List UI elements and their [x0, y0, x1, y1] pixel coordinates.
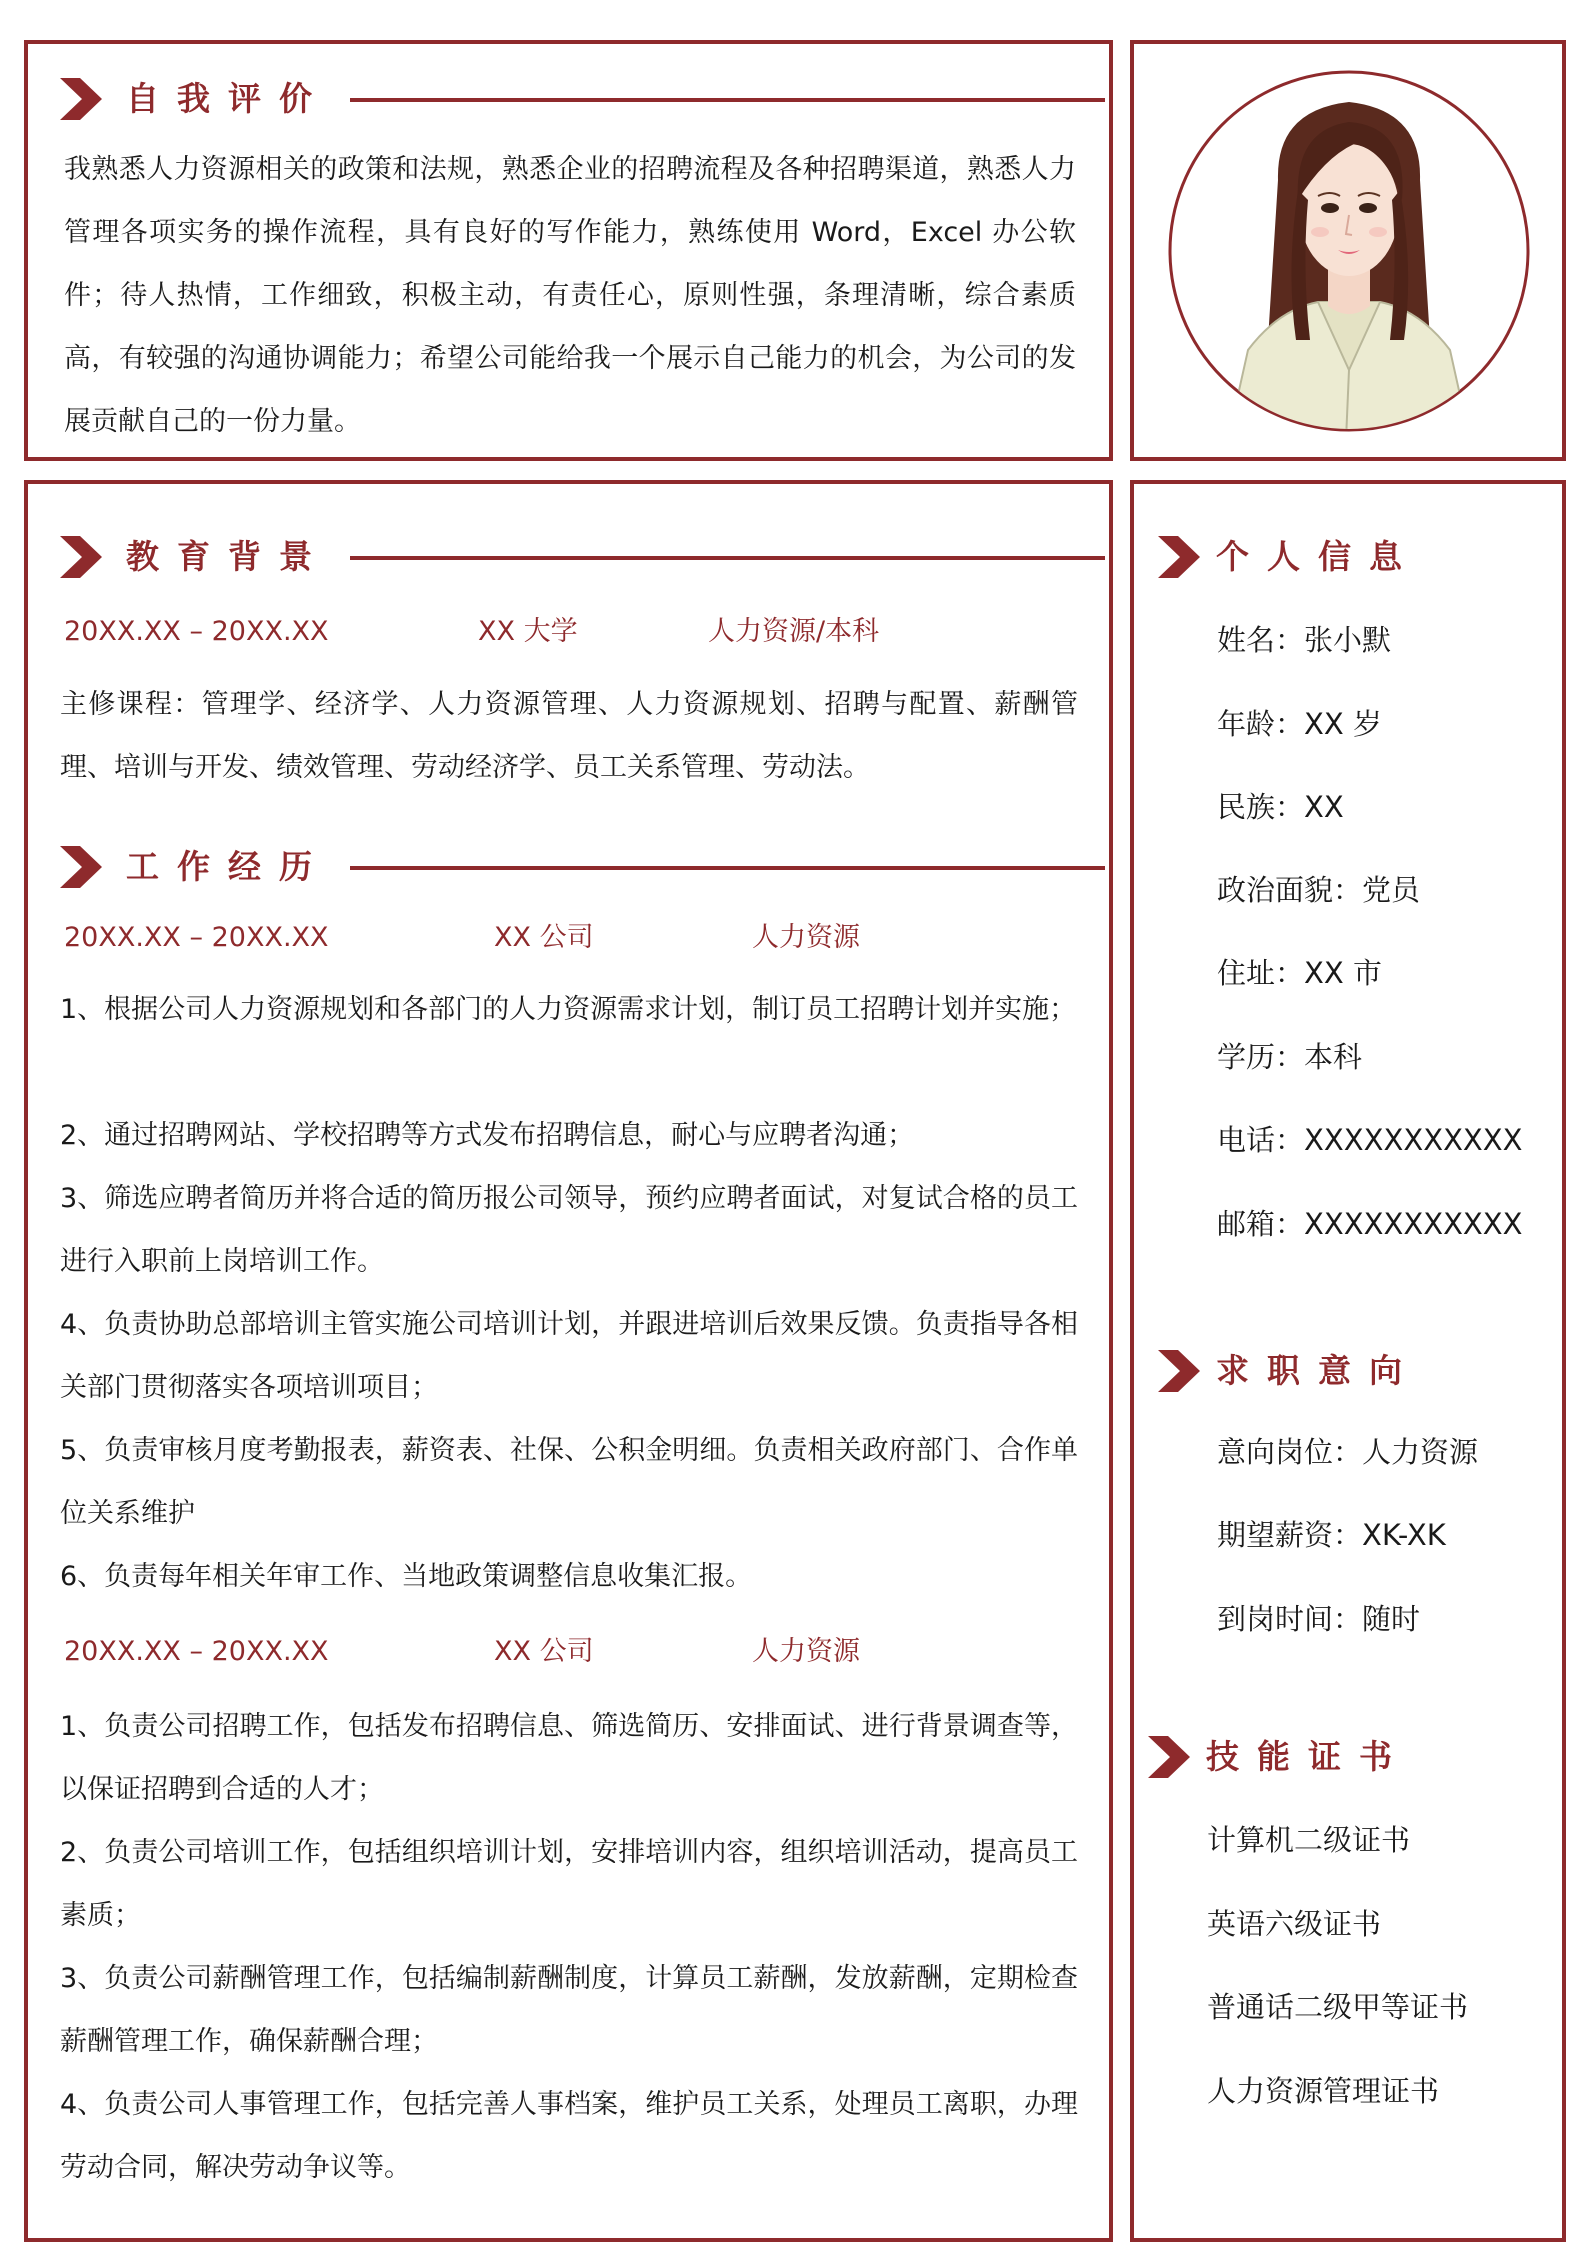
job-duty: 5、负责审核月度考勤报表，薪资表、社保、公积金明细。负责相关政府部门、合作单位关系维护 — [60, 1435, 1078, 1529]
job-duty: 3、负责公司薪酬管理工作，包括编制薪酬制度，计算员工薪酬，发放薪酬，定期检查薪酬管理工作，确保薪酬合理； — [60, 1963, 1078, 2057]
section-divider — [350, 98, 1105, 102]
job-company: XX 公司 — [494, 922, 594, 953]
section-title: 教育背景 — [126, 537, 330, 576]
education-school: XX 大学 — [478, 616, 578, 647]
skill-certificate: 人力资源管理证书 — [1207, 2074, 1440, 2108]
job-intent-header — [1158, 1346, 1538, 1396]
job-period: 20XX.XX – 20XX.XX — [64, 922, 329, 953]
chevron-right-icon — [60, 536, 102, 578]
section-divider — [350, 866, 1105, 870]
personal-info-item: 政治面貌：党员 — [1217, 873, 1421, 907]
job-company: XX 公司 — [494, 1636, 594, 1667]
personal-info-item: 电话：XXXXXXXXXXX — [1217, 1123, 1523, 1157]
section-title: 自我评价 — [126, 79, 330, 118]
job-intent-item: 到岗时间：随时 — [1217, 1602, 1421, 1636]
job-duty: 4、负责协助总部培训主管实施公司培训计划，并跟进培训后效果反馈。负责指导各相关部门贯彻落实各项培训项目； — [60, 1309, 1078, 1403]
avatar — [1168, 70, 1530, 432]
section-title: 求职意向 — [1216, 1351, 1420, 1390]
chevron-right-icon — [1158, 536, 1200, 578]
job-position: 人力资源 — [752, 922, 860, 953]
job-duty: 4、负责公司人事管理工作，包括完善人事档案，维护员工关系，处理员工离职，办理劳动合同，解决劳动争议等。 — [60, 2089, 1078, 2183]
education-courses: 主修课程：管理学、经济学、人力资源管理、人力资源规划、招聘与配置、薪酬管理、培训与开发、绩效管理、劳动经济学、员工关系管理、劳动法。 — [60, 689, 1078, 783]
education-header — [60, 532, 1100, 582]
job-intent-item: 意向岗位：人力资源 — [1217, 1435, 1479, 1469]
self-evaluation-panel — [24, 40, 1113, 461]
job-position: 人力资源 — [752, 1636, 860, 1667]
personal-info-item: 姓名：张小默 — [1217, 623, 1392, 657]
section-title: 技能证书 — [1206, 1737, 1410, 1776]
photo-panel — [1130, 40, 1566, 461]
skill-certificate: 英语六级证书 — [1207, 1907, 1382, 1941]
personal-info-header — [1158, 532, 1538, 582]
personal-info-item: 年龄：XX 岁 — [1217, 707, 1382, 741]
chevron-right-icon — [1158, 1350, 1200, 1392]
education-period: 20XX.XX – 20XX.XX — [64, 616, 329, 647]
chevron-right-icon — [60, 846, 102, 888]
section-title: 个人信息 — [1216, 537, 1420, 576]
chevron-right-icon — [60, 78, 102, 120]
job-duty: 2、负责公司培训工作，包括组织培训计划，安排培训内容，组织培训活动，提高员工素质； — [60, 1837, 1078, 1931]
chevron-right-icon — [1148, 1736, 1190, 1778]
job-duty: 2、通过招聘网站、学校招聘等方式发布招聘信息，耐心与应聘者沟通； — [60, 1120, 915, 1151]
personal-info-item: 学历：本科 — [1217, 1040, 1363, 1074]
self-evaluation-header — [60, 74, 1100, 124]
job-intent-item: 期望薪资：XK-XK — [1217, 1518, 1446, 1552]
job-period: 20XX.XX – 20XX.XX — [64, 1636, 329, 1667]
main-content-panel — [24, 480, 1113, 2242]
work-header — [60, 842, 1100, 892]
personal-info-item: 住址：XX 市 — [1217, 956, 1382, 990]
job-duty: 1、负责公司招聘工作，包括发布招聘信息、筛选简历、安排面试、进行背景调查等，以保证招聘到合适的人才； — [60, 1711, 1078, 1805]
section-divider — [350, 556, 1105, 560]
self-evaluation-text: 我熟悉人力资源相关的政策和法规，熟悉企业的招聘流程及各种招聘渠道，熟悉人力管理各项实务的操作流程，具有良好的写作能力，熟练使用 Word，Excel 办公软件；待人热情，工作细致，积极主动，有责任心，原则性强，条理清晰，综合素质高，有较强的沟通协调能力；希望公司能给我一个展示自己能力的机会，为公司的发展贡献自己的一份力量。 — [64, 154, 1076, 437]
skill-certificate: 计算机二级证书 — [1207, 1823, 1411, 1857]
side-info-panel — [1130, 480, 1566, 2242]
job-duty: 3、筛选应聘者简历并将合适的简历报公司领导，预约应聘者面试，对复试合格的员工进行入职前上岗培训工作。 — [60, 1183, 1078, 1277]
personal-info-item: 邮箱：XXXXXXXXXXX — [1217, 1207, 1523, 1241]
education-major: 人力资源/本科 — [708, 616, 880, 647]
job-duty: 6、负责每年相关年审工作、当地政策调整信息收集汇报。 — [60, 1561, 753, 1592]
section-title: 工作经历 — [126, 847, 330, 886]
job-duty: 1、根据公司人力资源规划和各部门的人力资源需求计划，制订员工招聘计划并实施； — [60, 994, 1077, 1025]
personal-info-item: 民族：XX — [1217, 790, 1344, 824]
skills-header — [1148, 1732, 1538, 1782]
skill-certificate: 普通话二级甲等证书 — [1207, 1990, 1469, 2024]
